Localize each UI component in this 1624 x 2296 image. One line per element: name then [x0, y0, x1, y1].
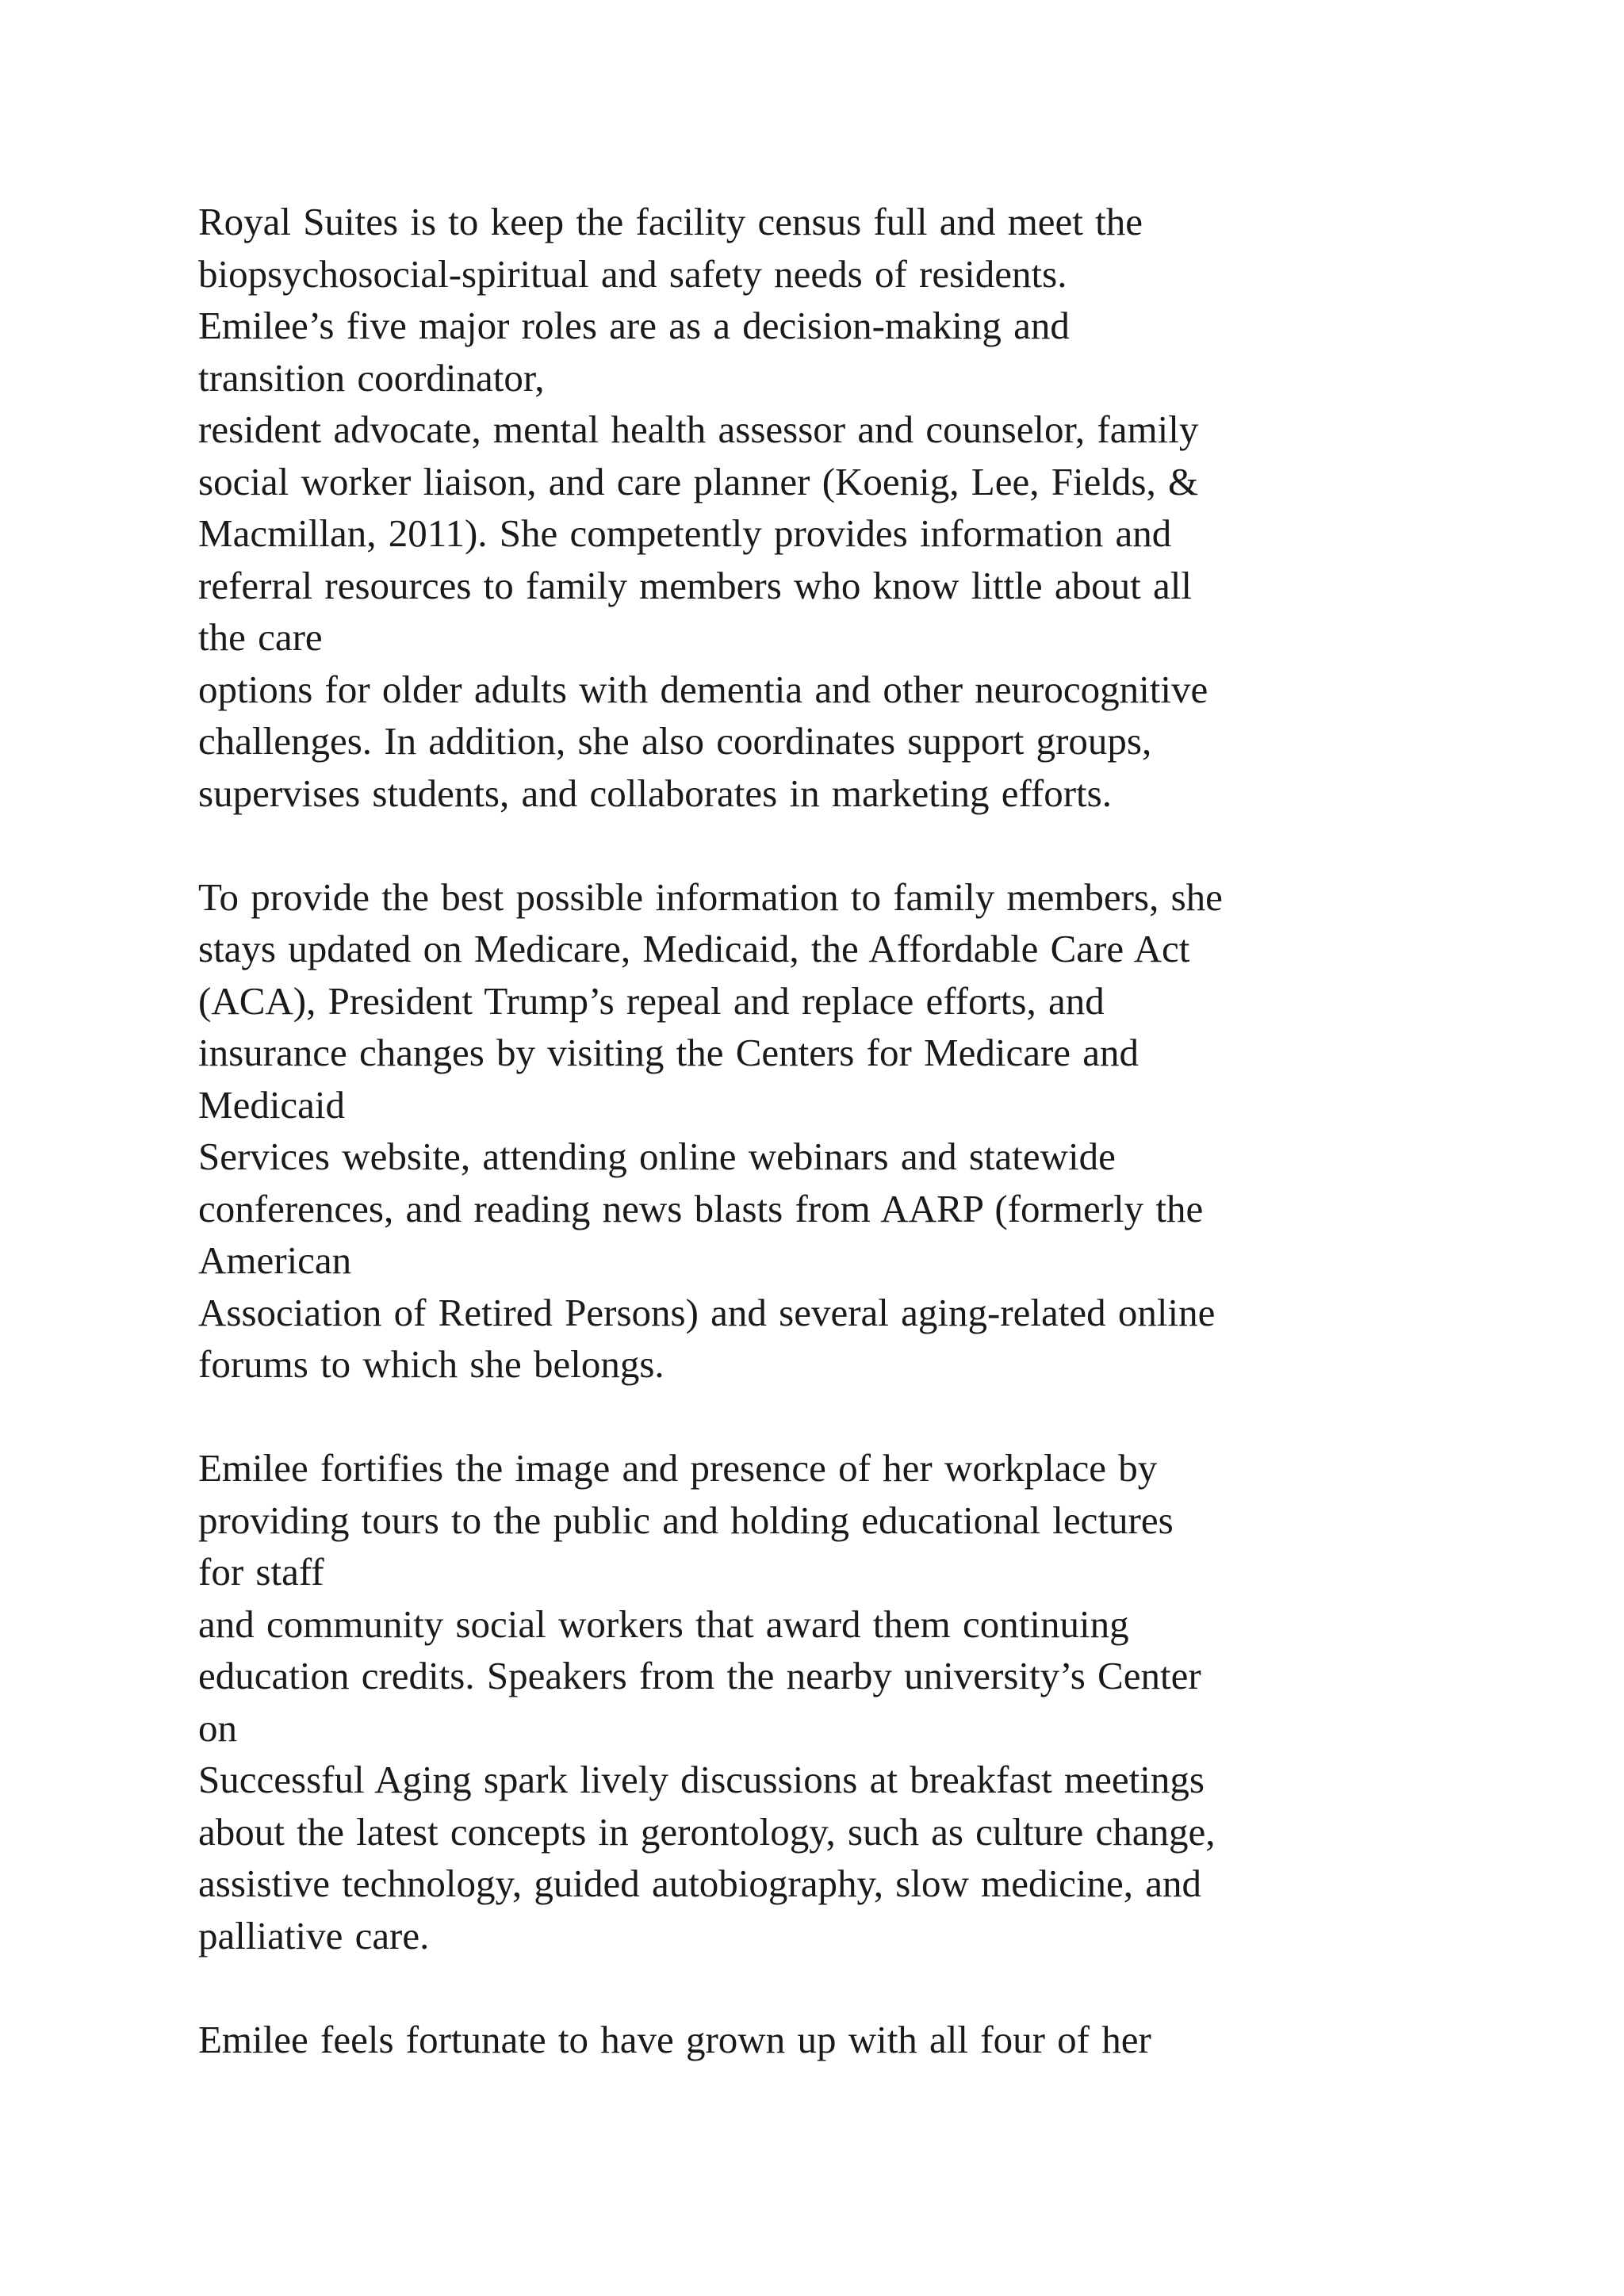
text-line: American: [198, 1238, 352, 1282]
text-line: about the latest concepts in gerontology, such as culture change,: [198, 1809, 1216, 1854]
text-line: Successful Aging spark lively discussions at breakfast meetings: [198, 1758, 1205, 1801]
text-line: Medicaid: [198, 1082, 346, 1127]
text-line: challenges. In addition, she also coordinates support groups,: [198, 719, 1152, 763]
text-line: referral resources to family members who know little about all: [198, 563, 1192, 607]
text-line: palliative care.: [198, 1913, 430, 1957]
text-line: biopsychosocial-spiritual and safety needs of residents.: [198, 251, 1067, 296]
text-line: and community social workers that award them continuing: [198, 1601, 1129, 1646]
text-line: Services website, attending online webinars and statewide: [198, 1135, 1116, 1178]
text-line: (ACA), President Trump’s repeal and replace efforts, and: [198, 978, 1105, 1023]
text-line: forums to which she belongs.: [198, 1342, 665, 1386]
paragraph-4: [198, 2014, 1594, 2066]
text-line: social worker liaison, and care planner (Koenig, Lee, Fields, &: [198, 459, 1199, 503]
text-line: Emilee’s five major roles are as a decision-making and: [198, 304, 1070, 347]
text-line: supervises students, and collaborates in marketing efforts.: [198, 771, 1112, 815]
paragraph-spacer: [198, 819, 1594, 871]
text-line: assistive technology, guided autobiography, slow medicine, and: [198, 1862, 1201, 1905]
text-line: Emilee fortifies the image and presence of her workplace by: [198, 1446, 1158, 1490]
text-line: the care: [198, 615, 323, 659]
text-line: resident advocate, mental health assessor and counselor, family: [198, 408, 1199, 451]
text-line: conferences, and reading news blasts from AARP (formerly the: [198, 1186, 1204, 1230]
text-line: options for older adults with dementia and other neurocognitive: [198, 667, 1208, 711]
text-line: insurance changes by visiting the Centers for Medicare and: [198, 1031, 1139, 1074]
paragraph-1: [198, 196, 1594, 819]
paragraph-3: [198, 1442, 1594, 1961]
text-line: Association of Retired Persons) and several aging-related online: [198, 1290, 1216, 1334]
text-line: Emilee feels fortunate to have grown up with all four of her: [198, 2017, 1151, 2061]
text-line: transition coordinator,: [198, 355, 545, 400]
text-line: for staff: [198, 1550, 324, 1594]
text-line: To provide the best possible information to family members, she: [198, 874, 1223, 919]
text-line: Macmillan, 2011). She competently provides information and: [198, 511, 1172, 555]
text-line: providing tours to the public and holding educational lectures: [198, 1498, 1174, 1542]
paragraph-2: [198, 871, 1594, 1391]
paragraph-spacer: [198, 1391, 1594, 1443]
text-line: Royal Suites is to keep the facility census full and meet the: [198, 200, 1143, 243]
text-line: on: [198, 1705, 237, 1750]
text-line: stays updated on Medicare, Medicaid, the Affordable Care Act: [198, 927, 1190, 970]
paragraph-spacer: [198, 1961, 1594, 2014]
document-body: [198, 196, 1594, 2065]
text-line: education credits. Speakers from the nearby university’s Center: [198, 1654, 1201, 1697]
